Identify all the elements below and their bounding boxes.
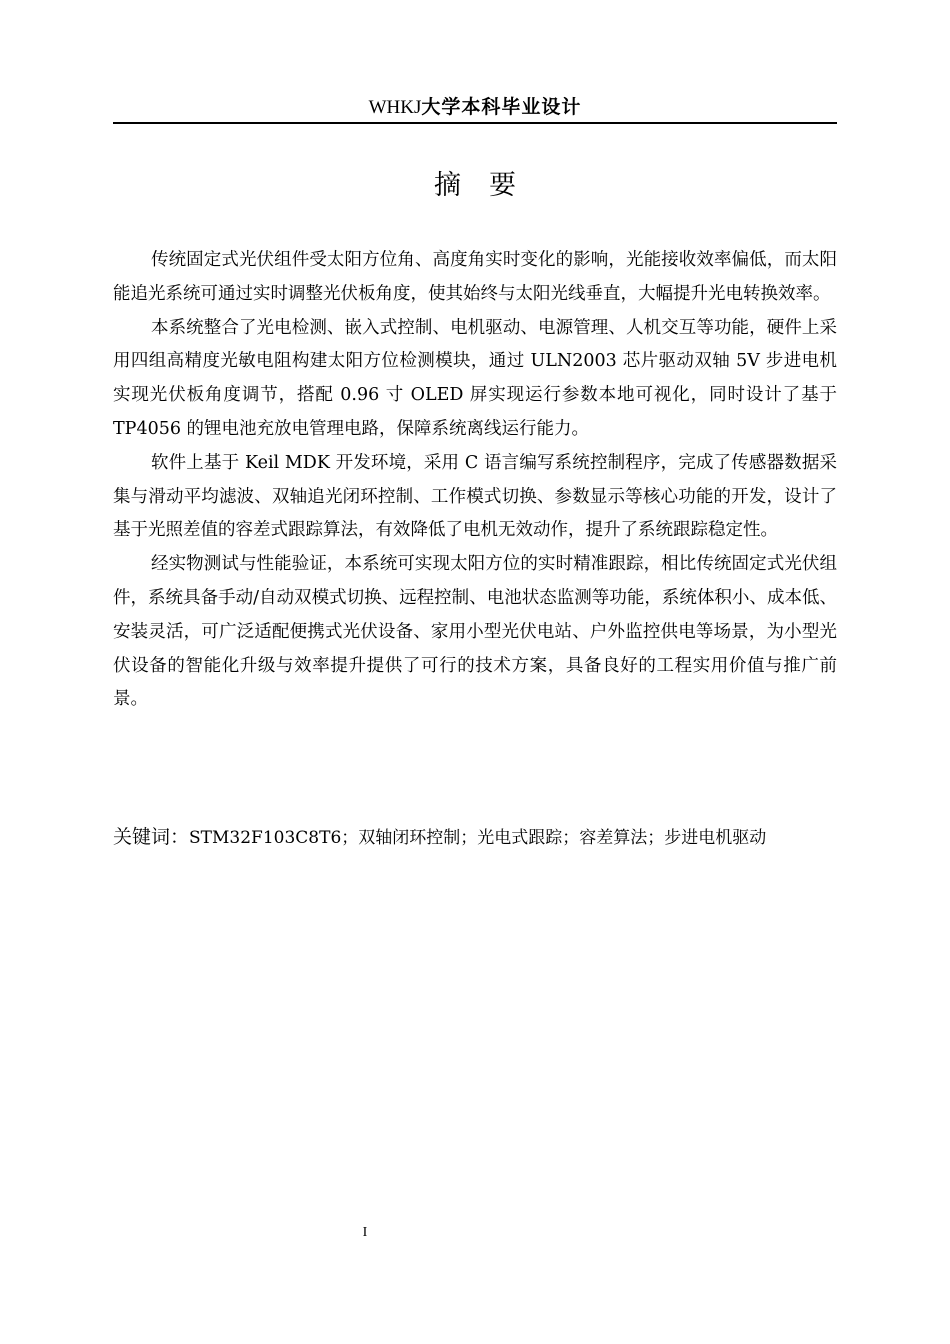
abstract-paragraph-2: 本系统整合了光电检测、嵌入式控制、电机驱动、电源管理、人机交互等功能，硬件上采用四组高精度光敏电阻构建太阳方位检测模块，通过 ULN2003 芯片驱动双轴 5V 步进电机实现光伏板角度调节，搭配 0.96 寸 OLED 屏实现运行参数本地可视化，同时设计了基于 TP4056 的锂电池充放电管理电路，保障系统离线运行能力。: [113, 317, 837, 439]
keywords-value: STM32F103C8T6；双轴闭环控制；光电式跟踪；容差算法；步进电机驱动: [189, 828, 767, 848]
header-rule: [113, 122, 837, 124]
abstract-paragraph-3: 软件上基于 Keil MDK 开发环境，采用 C 语言编写系统控制程序，完成了传感器数据采集与滑动平均滤波、双轴追光闭环控制、工作模式切换、参数显示等核心功能的开发，设计了基于光照差值的容差式跟踪算法，有效降低了电机无效动作，提升了系统跟踪稳定性。: [113, 452, 837, 541]
page-number: I: [362, 1225, 368, 1240]
keywords-label: 关键词：: [113, 826, 190, 848]
header-institution-code: WHKJ: [368, 97, 422, 118]
abstract-paragraph-1: 传统固定式光伏组件受太阳方位角、高度角实时变化的影响，光能接收效率偏低，而太阳能追光系统可通过实时调整光伏板角度，使其始终与太阳光线垂直，大幅提升光电转换效率。: [113, 250, 837, 304]
page-header: [113, 95, 837, 120]
header-document-type: 大学本科毕业设计: [421, 96, 582, 118]
abstract-paragraph-4: 经实物测试与性能验证，本系统可实现太阳方位的实时精准跟踪，相比传统固定式光伏组件，系统具备手动/自动双模式切换、远程控制、电池状态监测等功能，系统体积小、成本低、安装灵活，可广泛适配便携式光伏设备、家用小型光伏电站、户外监控供电等场景，为小型光伏设备的智能化升级与效率提升提供了可行的技术方案，具备良好的工程实用价值与推广前景。: [113, 554, 837, 710]
keywords-line: [113, 822, 837, 853]
abstract-title: 摘要: [434, 170, 544, 201]
abstract-body: [113, 244, 837, 717]
